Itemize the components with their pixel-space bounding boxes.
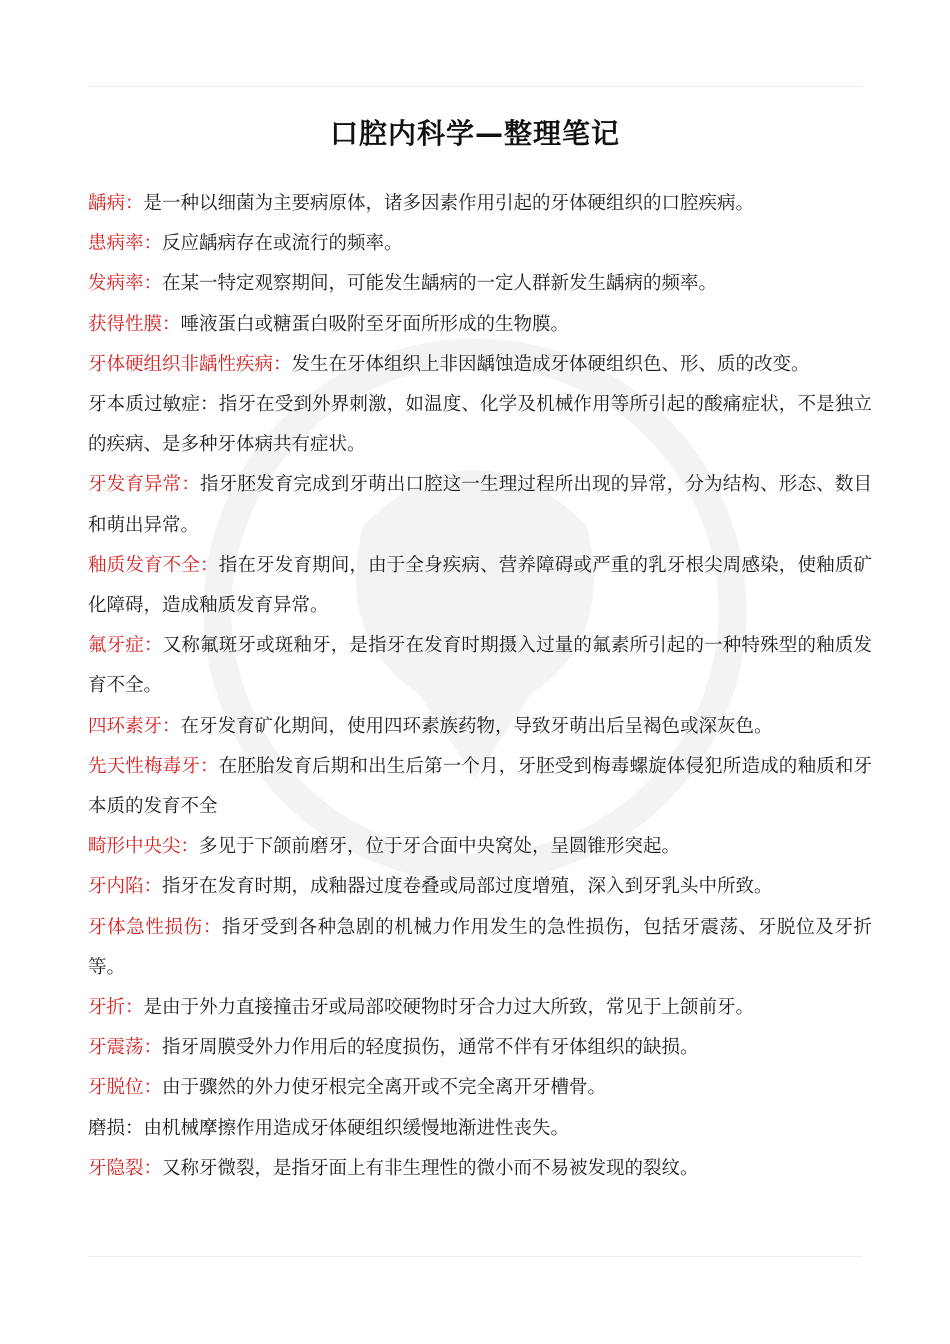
note-term: 牙发育异常： — [88, 474, 201, 496]
note-definition: 发生在牙体组织上非因龋蚀造成牙体硬组织色、形、质的改变。 — [291, 353, 810, 375]
note-entry — [88, 305, 872, 345]
note-entry — [88, 184, 872, 224]
note-entry — [88, 546, 872, 626]
note-entry — [88, 1028, 872, 1068]
note-definition: 指牙胚发育完成到牙萌出口腔这一生理过程所出现的异常，分为结构、形态、数目和萌出异常。 — [88, 474, 872, 536]
note-definition: 多见于下颌前磨牙，位于牙合面中央窝处，呈圆锥形突起。 — [199, 836, 681, 858]
note-definition: 由机械摩擦作用造成牙体硬组织缓慢地渐进性丧失。 — [143, 1117, 570, 1139]
note-entry — [88, 385, 872, 465]
note-term: 患病率： — [88, 233, 163, 255]
note-definition: 由于骤然的外力使牙根完全离开或不完全离开牙槽骨。 — [162, 1077, 607, 1099]
top-divider — [88, 86, 862, 87]
note-term: 牙本质过敏症： — [88, 394, 219, 416]
note-definition: 指牙受到各种急剧的机械力作用发生的急性损伤，包括牙震荡、牙脱位及牙折等。 — [88, 916, 872, 978]
note-entry — [88, 1149, 872, 1189]
note-term: 牙震荡： — [88, 1037, 163, 1059]
note-term: 牙隐裂： — [88, 1157, 163, 1179]
bottom-divider — [88, 1256, 862, 1257]
page-title: 口腔内科学—整理笔记 — [329, 117, 620, 150]
note-term: 牙脱位： — [88, 1077, 163, 1099]
note-term: 牙体急性损伤： — [88, 916, 222, 938]
note-definition: 又称牙微裂，是指牙面上有非生理性的微小而不易被发现的裂纹。 — [162, 1157, 699, 1179]
note-entry — [88, 908, 872, 988]
note-term: 四环素牙： — [88, 715, 181, 737]
note-term: 牙体硬组织非龋性疾病： — [88, 353, 292, 375]
note-definition: 指牙周膜受外力作用后的轻度损伤，通常不伴有牙体组织的缺损。 — [162, 1037, 699, 1059]
note-entry — [88, 747, 872, 827]
note-definition: 在某一特定观察期间，可能发生龋病的一定人群新发生龋病的频率。 — [162, 273, 718, 295]
note-term: 磨损： — [88, 1117, 144, 1139]
note-entry — [88, 988, 872, 1028]
note-term: 先天性梅毒牙： — [88, 755, 219, 777]
note-entry — [88, 465, 872, 545]
note-entry — [88, 345, 872, 385]
note-entry — [88, 867, 872, 907]
notes-list — [88, 184, 872, 1189]
note-definition: 是由于外力直接撞击牙或局部咬硬物时牙合力过大所致，常见于上颌前牙。 — [143, 997, 755, 1019]
note-definition: 反应龋病存在或流行的频率。 — [162, 233, 403, 255]
note-entry — [88, 264, 872, 304]
note-entry — [88, 1068, 872, 1108]
note-definition: 指牙在发育时期，成釉器过度卷叠或局部过度增殖，深入到牙乳头中所致。 — [162, 876, 773, 898]
note-entry — [88, 626, 872, 706]
note-entry — [88, 827, 872, 867]
note-term: 氟牙症： — [88, 635, 163, 657]
note-definition: 在牙发育矿化期间，使用四环素族药物，导致牙萌出后呈褐色或深灰色。 — [180, 715, 773, 737]
note-entry — [88, 707, 872, 747]
note-entry — [88, 224, 872, 264]
note-entry — [88, 1109, 872, 1149]
note-term: 发病率： — [88, 273, 163, 295]
note-term: 畸形中央尖： — [88, 836, 200, 858]
note-definition: 唾液蛋白或糖蛋白吸附至牙面所形成的生物膜。 — [180, 313, 570, 335]
note-definition: 又称氟斑牙或斑釉牙，是指牙在发育时期摄入过量的氟素所引起的一种特殊型的釉质发育不全。 — [88, 635, 872, 697]
note-definition: 指在牙发育期间，由于全身疾病、营养障碍或严重的乳牙根尖周感染，使釉质矿化障碍，造成釉质发育异常。 — [88, 554, 872, 617]
note-definition: 在胚胎发育后期和出生后第一个月，牙胚受到梅毒螺旋体侵犯所造成的釉质和牙本质的发育不全 — [88, 755, 872, 818]
note-term: 釉质发育不全： — [88, 554, 219, 576]
note-term: 获得性膜： — [88, 313, 181, 335]
note-definition: 是一种以细菌为主要病原体，诸多因素作用引起的牙体硬组织的口腔疾病。 — [143, 193, 755, 214]
note-term: 龋病： — [88, 193, 144, 214]
note-term: 牙折： — [88, 997, 144, 1019]
note-term: 牙内陷： — [88, 876, 163, 898]
note-definition: 指牙在受到外界刺激，如温度、化学及机械作用等所引起的酸痛症状，不是独立的疾病、是多种牙体病共有症状。 — [88, 394, 872, 456]
